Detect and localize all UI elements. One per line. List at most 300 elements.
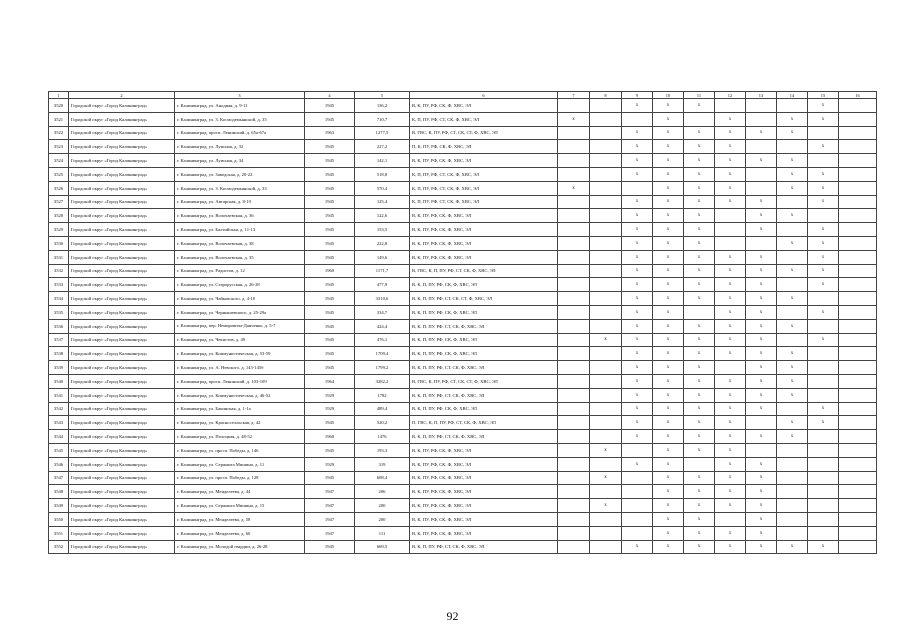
mark-cell: x — [715, 278, 746, 292]
mark-cell — [839, 512, 877, 526]
works-cell: В, К, ПУ, РФ, СК, Ф, ХВС, ЭЛ — [410, 154, 558, 168]
mark-cell — [684, 457, 715, 471]
mark-cell: x — [622, 195, 653, 209]
district-cell: Городской округ «Город Калининград» — [69, 402, 175, 416]
mark-cell: x — [808, 140, 839, 154]
mark-cell: x — [590, 333, 622, 347]
table-row — [49, 540, 877, 554]
mark-cell: x — [746, 278, 777, 292]
mark-cell — [839, 126, 877, 140]
mark-cell — [590, 485, 622, 499]
mark-cell: x — [746, 402, 777, 416]
row-number: 3521 — [49, 112, 69, 126]
mark-cell — [808, 388, 839, 402]
row-number: 3542 — [49, 402, 69, 416]
column-header: 15 — [808, 92, 839, 99]
address-cell: г. Калининград, ул. Балтийская, д. 11-13 — [175, 223, 305, 237]
mark-cell — [590, 195, 622, 209]
column-header: 4 — [305, 92, 355, 99]
area-cell: 1782 — [355, 388, 410, 402]
works-cell: В, К, ПУ, РФ, СК, Ф, ХВС, ЭЛ — [410, 223, 558, 237]
mark-cell: x — [622, 126, 653, 140]
works-cell: В, К, П, ПУ, РФ, СТ, СК, Ф, ХВС, ЭЛ — [410, 540, 558, 554]
row-number: 3532 — [49, 264, 69, 278]
area-cell: 200 — [355, 512, 410, 526]
mark-cell: x — [684, 209, 715, 223]
mark-cell: x — [622, 416, 653, 430]
district-cell: Городской округ «Город Калининград» — [69, 361, 175, 375]
district-cell: Городской округ «Город Калининград» — [69, 457, 175, 471]
column-header: 5 — [355, 92, 410, 99]
mark-cell — [808, 471, 839, 485]
mark-cell — [777, 443, 808, 457]
mark-cell — [746, 181, 777, 195]
mark-cell: x — [653, 209, 684, 223]
table-row — [49, 236, 877, 250]
column-header: 10 — [653, 92, 684, 99]
mark-cell: x — [746, 250, 777, 264]
area-cell: 153,5 — [355, 223, 410, 237]
mark-cell: x — [590, 471, 622, 485]
mark-cell: x — [684, 319, 715, 333]
works-cell: В, К, ПУ, РФ, СК, Ф, ХВС, ЭЛ — [410, 485, 558, 499]
address-cell: г. Калининград, ул. Чернышевского, д. 25-29а — [175, 305, 305, 319]
mark-cell: x — [715, 195, 746, 209]
mark-cell — [590, 347, 622, 361]
row-number: 3549 — [49, 499, 69, 513]
row-number: 3539 — [49, 361, 69, 375]
mark-cell: x — [684, 443, 715, 457]
mark-cell: x — [653, 278, 684, 292]
mark-cell — [558, 499, 590, 513]
works-cell: К, П, ПУ, РФ, СТ, СК, Ф, ХВС, ЭЛ — [410, 181, 558, 195]
area-cell: 193,3 — [355, 443, 410, 457]
mark-cell — [715, 223, 746, 237]
table-row — [49, 292, 877, 306]
mark-cell: x — [777, 388, 808, 402]
mark-cell: x — [653, 471, 684, 485]
address-cell: г. Калининград, ул. 3. Космодемьянской, д. 35 — [175, 112, 305, 126]
mark-cell: x — [622, 402, 653, 416]
mark-cell — [839, 278, 877, 292]
mark-cell — [839, 430, 877, 444]
mark-cell: x — [684, 430, 715, 444]
district-cell: Городской округ «Город Калининград» — [69, 305, 175, 319]
mark-cell: x — [684, 154, 715, 168]
mark-cell: x — [715, 430, 746, 444]
mark-cell — [715, 236, 746, 250]
address-cell: г. Калининград, ул. Коммунистическая, д. 46-52 — [175, 388, 305, 402]
mark-cell: x — [622, 361, 653, 375]
mark-cell — [590, 361, 622, 375]
mark-cell: x — [684, 236, 715, 250]
mark-cell — [808, 512, 839, 526]
table-row — [49, 457, 877, 471]
mark-cell — [839, 195, 877, 209]
mark-cell: x — [653, 499, 684, 513]
mark-cell: x — [808, 540, 839, 554]
table-row — [49, 181, 877, 195]
address-cell: г. Калининград, пер. Немировича-Данченко, д. 5-7 — [175, 319, 305, 333]
mark-cell — [808, 347, 839, 361]
mark-cell — [590, 292, 622, 306]
table-row — [49, 209, 877, 223]
works-cell: В, ГВС, К, ПУ, РФ, СТ, СК, СТ, Ф, ХВС, ЭЛ — [410, 126, 558, 140]
mark-cell — [590, 167, 622, 181]
mark-cell — [839, 140, 877, 154]
area-cell: 3310,6 — [355, 292, 410, 306]
column-header: 13 — [746, 92, 777, 99]
year-cell: 1947 — [305, 512, 355, 526]
mark-cell: x — [777, 374, 808, 388]
mark-cell — [558, 485, 590, 499]
mark-cell: x — [746, 485, 777, 499]
year-cell: 1945 — [305, 319, 355, 333]
address-cell: г. Калининград, ул. Анодная, д. 9-11 — [175, 99, 305, 113]
row-number: 3530 — [49, 236, 69, 250]
mark-cell — [558, 430, 590, 444]
year-cell: 1945 — [305, 416, 355, 430]
mark-cell — [590, 526, 622, 540]
mark-cell: x — [653, 443, 684, 457]
mark-cell: x — [653, 112, 684, 126]
area-cell: 3282,2 — [355, 374, 410, 388]
address-cell: г. Калининград, ул. Молодой гвардии, д. 26-28 — [175, 540, 305, 554]
mark-cell — [558, 264, 590, 278]
year-cell: 1945 — [305, 278, 355, 292]
address-cell: г. Калининград, ул. Луисная, д. 34 — [175, 154, 305, 168]
address-cell: г. Калининград, ул. Коммунистическая, д. 53-59 — [175, 347, 305, 361]
table-row — [49, 499, 877, 513]
mark-cell: x — [746, 264, 777, 278]
year-cell: 1945 — [305, 181, 355, 195]
mark-cell — [746, 236, 777, 250]
mark-cell: x — [715, 167, 746, 181]
address-cell: г. Калининград, ул. Волочаевская, д. 38 — [175, 236, 305, 250]
mark-cell — [558, 154, 590, 168]
mark-cell: x — [715, 416, 746, 430]
mark-cell: x — [684, 416, 715, 430]
district-cell: Городской округ «Город Калининград» — [69, 485, 175, 499]
address-cell: г. Калининград, ул. Чекистов, д. 49 — [175, 333, 305, 347]
mark-cell: x — [622, 319, 653, 333]
mark-cell: x — [746, 223, 777, 237]
mark-cell: x — [715, 388, 746, 402]
mark-cell — [590, 374, 622, 388]
mark-cell: x — [808, 167, 839, 181]
mark-cell: x — [653, 512, 684, 526]
mark-cell — [777, 195, 808, 209]
district-cell: Городской округ «Город Калининград» — [69, 181, 175, 195]
mark-cell — [558, 319, 590, 333]
mark-cell: x — [808, 278, 839, 292]
mark-cell: x — [684, 181, 715, 195]
row-number: 3527 — [49, 195, 69, 209]
mark-cell: x — [590, 443, 622, 457]
mark-cell — [558, 236, 590, 250]
mark-cell — [746, 99, 777, 113]
mark-cell: x — [653, 347, 684, 361]
mark-cell — [746, 416, 777, 430]
row-number: 3543 — [49, 416, 69, 430]
area-cell: 520,2 — [355, 416, 410, 430]
mark-cell — [839, 167, 877, 181]
mark-cell: x — [622, 292, 653, 306]
mark-cell: x — [684, 402, 715, 416]
district-cell: Городской округ «Город Калининград» — [69, 443, 175, 457]
works-cell: В, К, ПУ, РФ, СК, Ф, ХВС, ЭЛ — [410, 250, 558, 264]
district-cell: Городской округ «Город Калининград» — [69, 388, 175, 402]
mark-cell: x — [746, 526, 777, 540]
mark-cell — [839, 347, 877, 361]
mark-cell: x — [622, 430, 653, 444]
table-row — [49, 485, 877, 499]
area-cell: 136,2 — [355, 99, 410, 113]
mark-cell — [558, 99, 590, 113]
mark-cell — [715, 99, 746, 113]
works-cell: П, К, ПУ, РФ, СК, Ф, ХВС, ЭЛ — [410, 140, 558, 154]
mark-cell — [808, 319, 839, 333]
works-cell: В, К, ПУ, РФ, СК, Ф, ХВС, ЭЛ — [410, 471, 558, 485]
mark-cell — [558, 140, 590, 154]
works-cell: В, К, П, ПУ, РФ, СТ, СК, Ф, ХВС, ЭЛ — [410, 430, 558, 444]
address-cell: г. Калининград, ул. Менделеева, д. 58 — [175, 512, 305, 526]
mark-cell: x — [808, 250, 839, 264]
mark-cell: x — [653, 195, 684, 209]
mark-cell — [777, 140, 808, 154]
mark-cell — [839, 374, 877, 388]
table-row — [49, 112, 877, 126]
year-cell: 1960 — [305, 430, 355, 444]
mark-cell: x — [808, 112, 839, 126]
mark-cell — [558, 209, 590, 223]
mark-cell: x — [622, 540, 653, 554]
table-row — [49, 512, 877, 526]
district-cell: Городской округ «Город Калининград» — [69, 540, 175, 554]
district-cell: Городской округ «Город Калининград» — [69, 154, 175, 168]
year-cell: 1945 — [305, 250, 355, 264]
mark-cell — [558, 333, 590, 347]
mark-cell: x — [715, 126, 746, 140]
mark-cell — [590, 140, 622, 154]
mark-cell — [558, 195, 590, 209]
mark-cell: x — [622, 167, 653, 181]
mark-cell: x — [746, 154, 777, 168]
mark-cell — [746, 443, 777, 457]
district-cell: Городской округ «Город Калининград» — [69, 140, 175, 154]
mark-cell: x — [653, 457, 684, 471]
mark-cell — [839, 471, 877, 485]
year-cell: 1945 — [305, 540, 355, 554]
mark-cell: x — [746, 126, 777, 140]
header-row — [49, 92, 877, 99]
column-header: 9 — [622, 92, 653, 99]
mark-cell: x — [746, 374, 777, 388]
address-cell: г. Калининград, ул. Заводская, д. 20-22 — [175, 167, 305, 181]
mark-cell: x — [715, 347, 746, 361]
mark-cell — [558, 126, 590, 140]
mark-cell: x — [715, 333, 746, 347]
mark-cell — [590, 388, 622, 402]
table-row — [49, 333, 877, 347]
mark-cell: x — [622, 388, 653, 402]
address-cell: г. Калининград, ул. Старорусская, д. 26-28 — [175, 278, 305, 292]
table-row — [49, 126, 877, 140]
mark-cell — [839, 236, 877, 250]
mark-cell — [590, 457, 622, 471]
mark-cell — [839, 526, 877, 540]
mark-cell: x — [715, 526, 746, 540]
mark-cell: x — [653, 485, 684, 499]
mark-cell — [590, 236, 622, 250]
mark-cell: x — [622, 374, 653, 388]
year-cell: 1947 — [305, 485, 355, 499]
year-cell: 1945 — [305, 361, 355, 375]
area-cell: 222,8 — [355, 236, 410, 250]
district-cell: Городской округ «Город Калининград» — [69, 319, 175, 333]
mark-cell: x — [653, 319, 684, 333]
mark-cell — [622, 485, 653, 499]
works-cell: В, К, П, ПУ, РФ, СК, Ф, ХВС, ЭЛ — [410, 333, 558, 347]
mark-cell — [839, 443, 877, 457]
mark-cell: x — [777, 264, 808, 278]
address-cell: г. Калининград, ул. просп. Победы, д. 128 — [175, 471, 305, 485]
mark-cell: x — [715, 374, 746, 388]
works-cell: К, П, ПУ, РФ, СТ, СК, Ф, ХВС, ЭЛ — [410, 112, 558, 126]
mark-cell: x — [746, 209, 777, 223]
area-cell: 477,9 — [355, 278, 410, 292]
works-cell: В, К, ПУ, РФ, СК, Ф, ХВС, ЭЛ — [410, 236, 558, 250]
mark-cell — [839, 209, 877, 223]
area-cell: 1799,2 — [355, 361, 410, 375]
mark-cell — [558, 347, 590, 361]
area-cell: 476,1 — [355, 333, 410, 347]
mark-cell — [746, 140, 777, 154]
mark-cell — [558, 305, 590, 319]
table-body — [49, 92, 877, 554]
table-row — [49, 250, 877, 264]
works-cell: В, К, П, ПУ, РФ, СК, Ф, ХВС, ЭЛ — [410, 278, 558, 292]
mark-cell: x — [622, 140, 653, 154]
mark-cell: x — [746, 457, 777, 471]
mark-cell — [590, 223, 622, 237]
row-number: 3546 — [49, 457, 69, 471]
mark-cell: x — [808, 402, 839, 416]
mark-cell — [558, 167, 590, 181]
mark-cell: x — [808, 223, 839, 237]
mark-cell — [839, 333, 877, 347]
area-cell: 227,2 — [355, 140, 410, 154]
row-number: 3540 — [49, 374, 69, 388]
mark-cell — [590, 416, 622, 430]
works-cell: В, К, ПУ, РФ, СК, Ф, ХВС, ЭЛ — [410, 99, 558, 113]
table-row — [49, 526, 877, 540]
mark-cell — [590, 112, 622, 126]
works-cell: П, ГВС, К, П, ПУ, РФ, СТ, СК, Ф, ХВС, ЭЛ — [410, 416, 558, 430]
year-cell: 1945 — [305, 140, 355, 154]
row-number: 3551 — [49, 526, 69, 540]
district-cell: Городской округ «Город Калининград» — [69, 333, 175, 347]
district-cell: Городской округ «Город Калининград» — [69, 347, 175, 361]
mark-cell: x — [777, 154, 808, 168]
mark-cell — [839, 319, 877, 333]
mark-cell — [590, 126, 622, 140]
works-cell: В, К, П, ПУ, РФ, СТ, СК, Ф, ХВС, ЭЛ — [410, 319, 558, 333]
mark-cell: x — [777, 347, 808, 361]
area-cell: 334,7 — [355, 305, 410, 319]
mark-cell — [808, 430, 839, 444]
mark-cell — [558, 471, 590, 485]
table-row — [49, 319, 877, 333]
works-cell: В, К, П, ПУ, РФ, СК, Ф, ХВС, ЭЛ — [410, 402, 558, 416]
row-number: 3535 — [49, 305, 69, 319]
mark-cell: x — [777, 430, 808, 444]
mark-cell — [590, 154, 622, 168]
column-header: 6 — [410, 92, 558, 99]
row-number: 3552 — [49, 540, 69, 554]
mark-cell — [808, 374, 839, 388]
mark-cell — [808, 443, 839, 457]
mark-cell: x — [653, 126, 684, 140]
mark-cell: x — [622, 347, 653, 361]
year-cell: 1947 — [305, 499, 355, 513]
row-number: 3550 — [49, 512, 69, 526]
mark-cell: x — [715, 181, 746, 195]
mark-cell — [839, 181, 877, 195]
table-row — [49, 402, 877, 416]
mark-cell — [558, 540, 590, 554]
row-number: 3520 — [49, 99, 69, 113]
area-cell: 1277,5 — [355, 126, 410, 140]
mark-cell: x — [684, 167, 715, 181]
district-cell: Городской округ «Город Калининград» — [69, 236, 175, 250]
mark-cell: x — [558, 181, 590, 195]
mark-cell: x — [808, 181, 839, 195]
mark-cell — [839, 292, 877, 306]
column-header: 7 — [558, 92, 590, 99]
year-cell: 1945 — [305, 292, 355, 306]
mark-cell: x — [653, 99, 684, 113]
year-cell: 1960 — [305, 264, 355, 278]
row-number: 3548 — [49, 485, 69, 499]
mark-cell — [839, 402, 877, 416]
year-cell: 1945 — [305, 209, 355, 223]
mark-cell — [777, 471, 808, 485]
year-cell: 1945 — [305, 236, 355, 250]
works-cell: В, К, П, ПУ, РФ, СТ, СК, СТ, Ф, ХВС, ЭЛ — [410, 292, 558, 306]
area-cell: 149,6 — [355, 250, 410, 264]
area-cell: 142,1 — [355, 154, 410, 168]
mark-cell: x — [808, 99, 839, 113]
mark-cell: x — [684, 264, 715, 278]
mark-cell: x — [777, 181, 808, 195]
mark-cell: x — [746, 292, 777, 306]
mark-cell: x — [653, 374, 684, 388]
works-cell: В, К, ПУ, РФ, СК, Ф, ХВС, ЭЛ — [410, 499, 558, 513]
year-cell: 1929 — [305, 388, 355, 402]
mark-cell: x — [622, 457, 653, 471]
mark-cell: x — [684, 361, 715, 375]
mark-cell — [777, 485, 808, 499]
mark-cell: x — [590, 499, 622, 513]
area-cell: 125,4 — [355, 195, 410, 209]
mark-cell: x — [715, 305, 746, 319]
mark-cell — [777, 250, 808, 264]
mark-cell: x — [746, 471, 777, 485]
mark-cell — [622, 443, 653, 457]
mark-cell: x — [684, 347, 715, 361]
area-cell: 570,4 — [355, 181, 410, 195]
